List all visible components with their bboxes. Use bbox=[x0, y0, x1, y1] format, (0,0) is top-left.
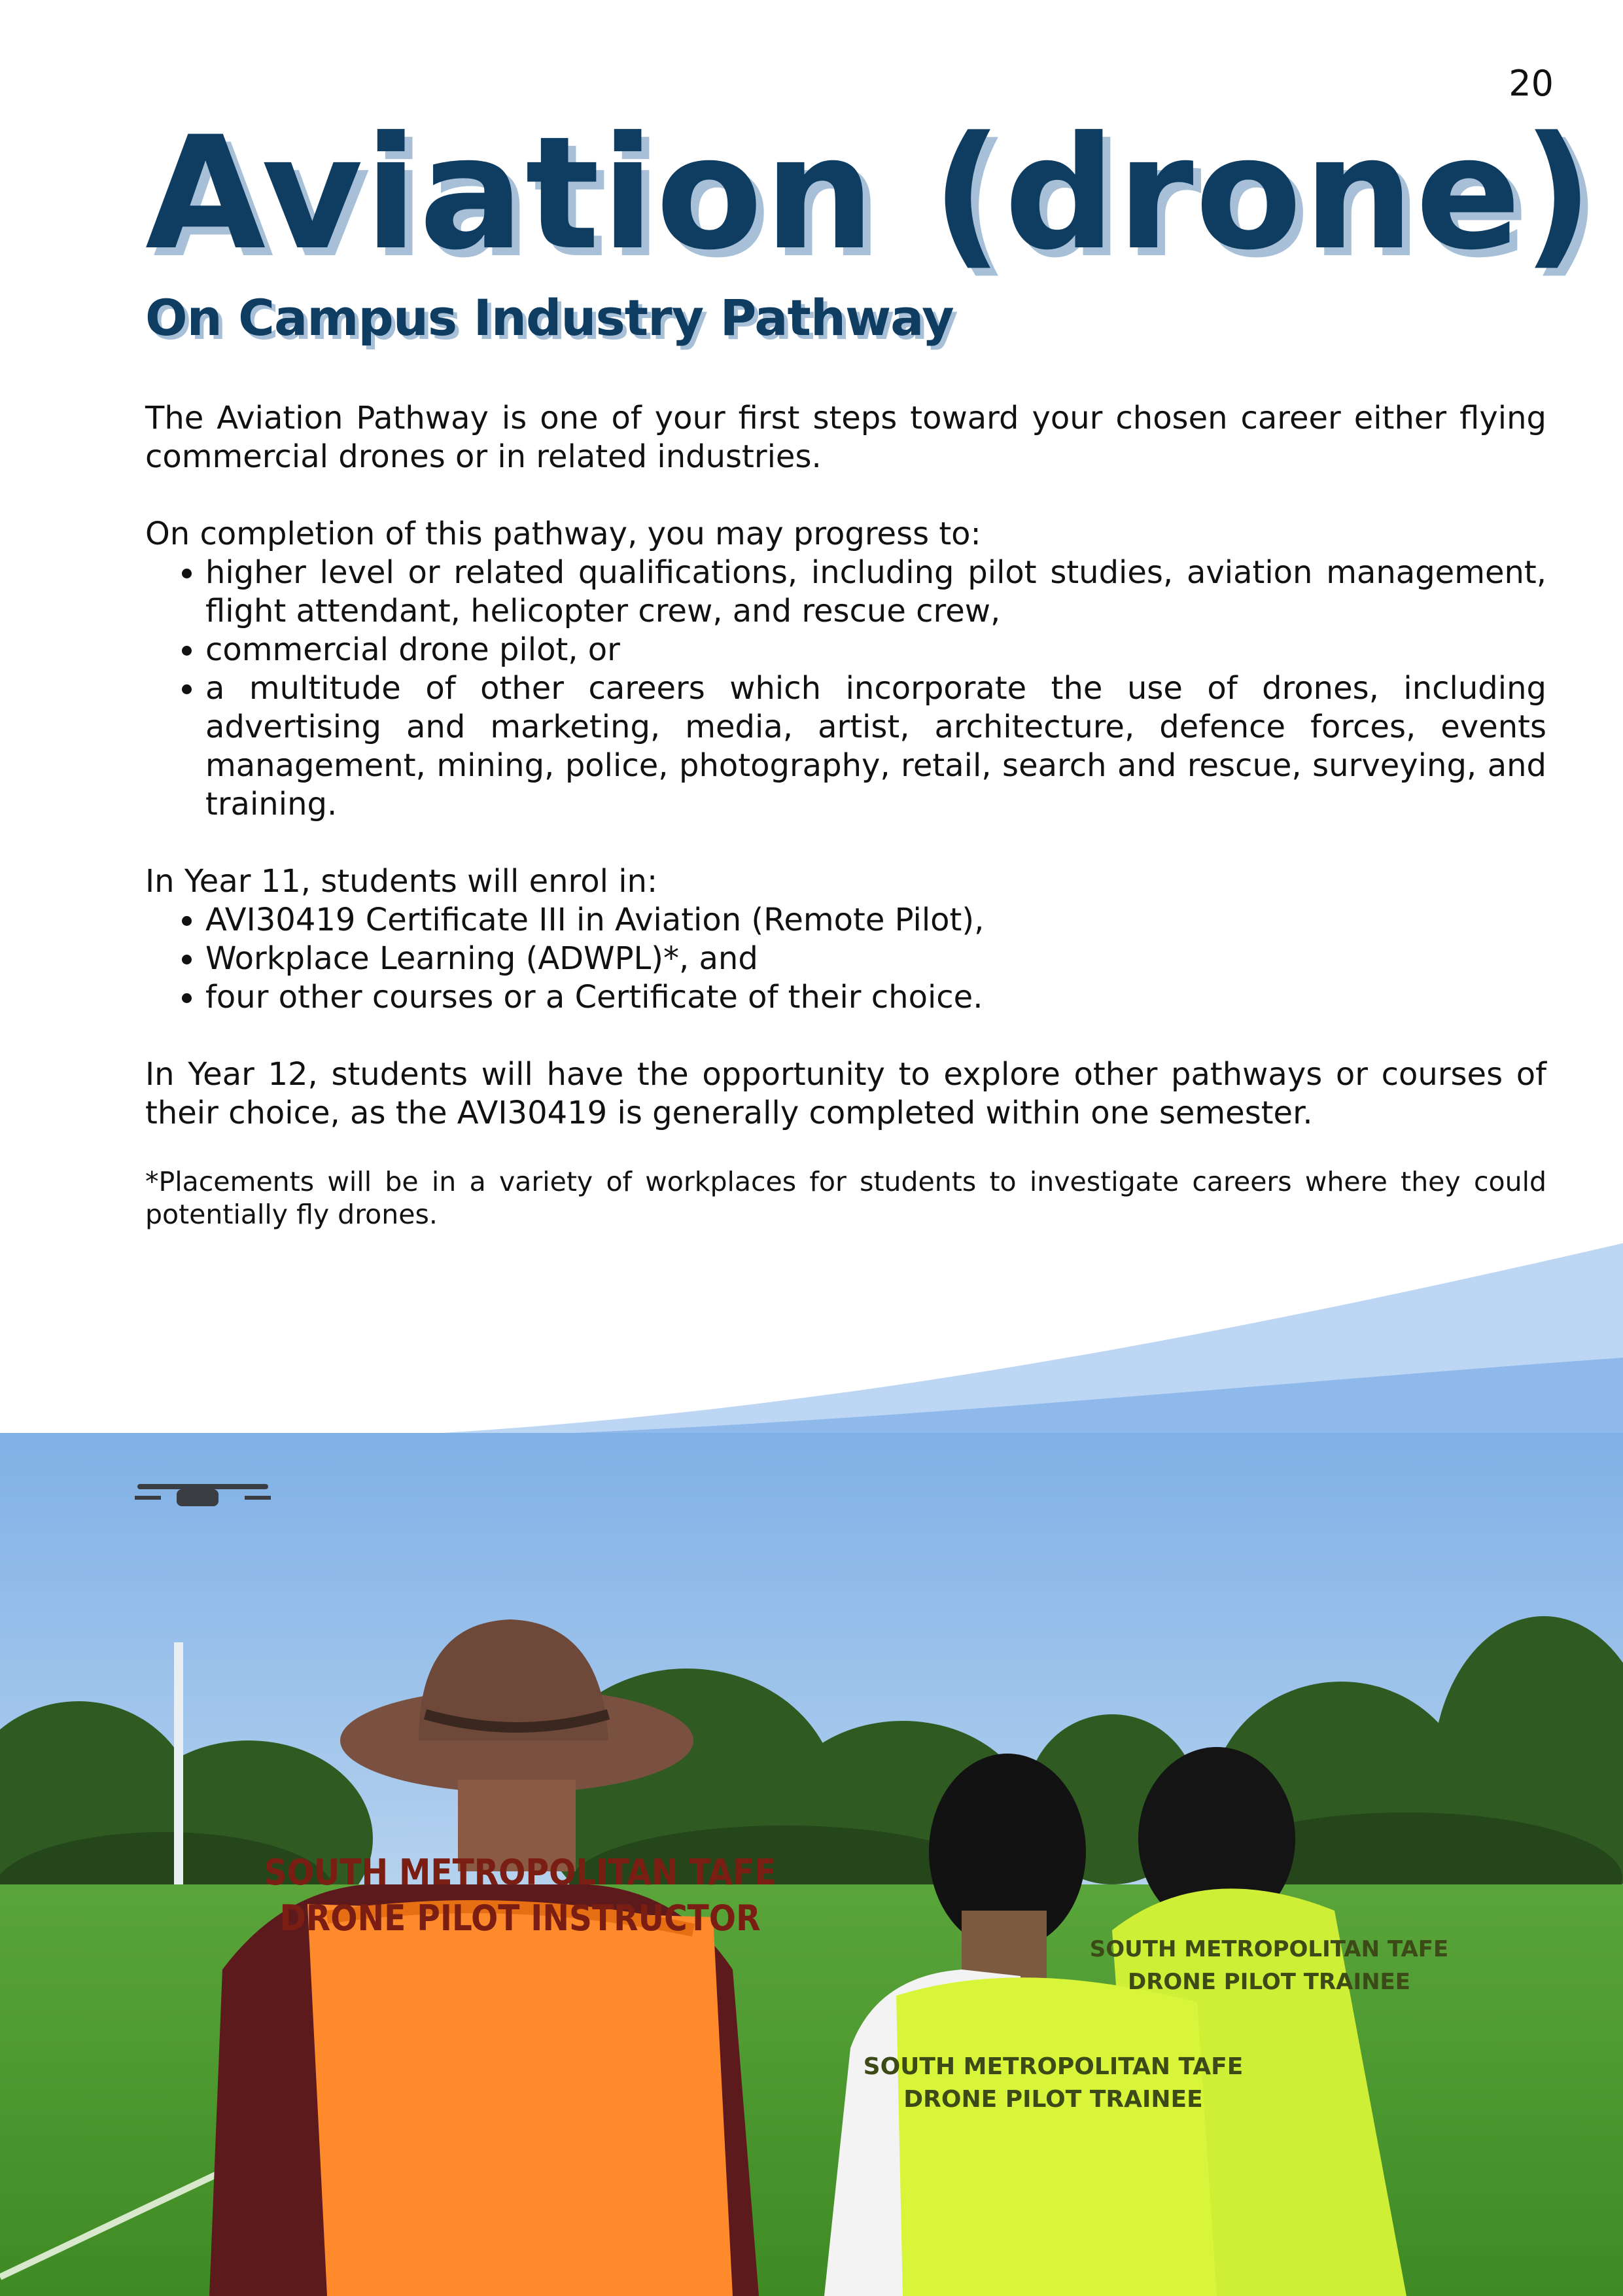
vest-text-line: DRONE PILOT INSTRUCTOR bbox=[279, 1898, 761, 1939]
page-subtitle: On Campus Industry Pathway bbox=[145, 289, 954, 347]
page-title: Aviation (drone) bbox=[145, 103, 1595, 285]
yellow-vest-front bbox=[896, 1977, 1217, 2296]
light-pole bbox=[174, 1642, 183, 1911]
year11-list bbox=[145, 901, 1546, 1017]
vest-text-line: SOUTH METROPOLITAN TAFE bbox=[863, 2053, 1244, 2080]
progress-item: • a multitude of other careers which incorporate the use of drones, including advertising and marketing, media, artist, architecture, defence forces, events management, mining, police, photography, retail, search and rescue, surveying, and training. bbox=[205, 669, 1546, 824]
year11-item: • AVI30419 Certificate III in Aviation (Remote Pilot), bbox=[205, 901, 1546, 940]
year11-item: • Workplace Learning (ADWPL)*, and bbox=[205, 940, 1546, 978]
progress-list bbox=[145, 554, 1546, 824]
footnote: *Placements will be in a variety of workplaces for students to investigate careers where they could potentially fly drones. bbox=[145, 1166, 1546, 1230]
drone-training-photo bbox=[0, 1433, 1623, 2296]
progress-item: • higher level or related qualifications, including pilot studies, aviation management, flight attendant, helicopter crew, and rescue crew, bbox=[205, 554, 1546, 631]
progress-item: • commercial drone pilot, or bbox=[205, 631, 1546, 669]
intro-paragraph: The Aviation Pathway is one of your first steps toward your chosen career either flying commercial drones or in related industries. bbox=[145, 400, 1546, 475]
orange-vest bbox=[307, 1904, 733, 2296]
year11-item: • four other courses or a Certificate of their choice. bbox=[205, 978, 1546, 1017]
vest-text-line: SOUTH METROPOLITAN TAFE bbox=[1089, 1936, 1449, 1962]
vest-text-line: DRONE PILOT TRAINEE bbox=[903, 2086, 1203, 2113]
vest-text-line: SOUTH METROPOLITAN TAFE bbox=[264, 1852, 777, 1893]
body-text bbox=[145, 399, 1546, 1231]
vest-text-line: DRONE PILOT TRAINEE bbox=[1127, 1969, 1411, 1995]
page-number: 20 bbox=[1509, 63, 1554, 104]
decorative-wave bbox=[0, 1230, 1623, 1466]
year11-heading: In Year 11, students will enrol in: bbox=[145, 863, 658, 900]
progress-heading: On completion of this pathway, you may progress to: bbox=[145, 516, 981, 552]
year12-paragraph: In Year 12, students will have the opportunity to explore other pathways or courses of their choice, as the AVI30419 is generally completed within one semester. bbox=[145, 1056, 1546, 1131]
